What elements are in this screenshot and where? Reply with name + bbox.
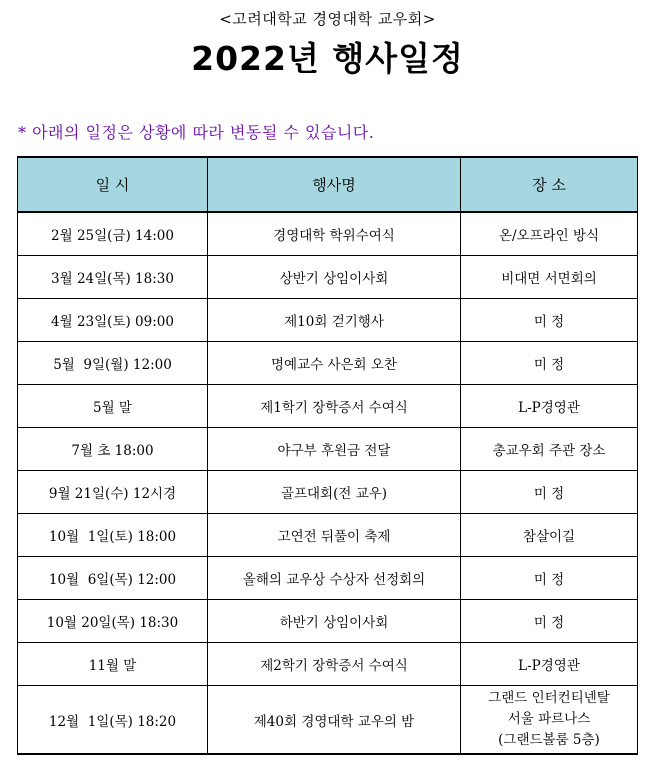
row-date: 5월 말 [18,385,208,428]
row-place: 미 정 [461,557,638,600]
row-event: 명예교수 사은회 오찬 [208,342,461,385]
row-place: 미 정 [461,471,638,514]
table-row [18,428,638,471]
row-place-multiline [461,686,638,755]
table-row [18,643,638,686]
place-line: (그랜드볼룸 5층) [498,732,600,748]
header-date: 일 시 [18,157,208,212]
page-title: 2022년 행사일정 [191,39,464,78]
schedule-notice: * 아래의 일정은 상황에 따라 변동될 수 있습니다. [18,123,375,142]
row-place: L-P경영관 [461,643,638,686]
row-place: 참살이길 [461,514,638,557]
row-place: 비대면 서면회의 [461,256,638,299]
header-place: 장 소 [461,157,638,212]
row-place: 미 정 [461,600,638,643]
row-event: 하반기 상임이사회 [208,600,461,643]
row-place: 미 정 [461,299,638,342]
header-event: 행사명 [208,157,461,212]
row-place: 온/오프라인 방식 [461,212,638,256]
row-place: 총교우회 주관 장소 [461,428,638,471]
table-row [18,514,638,557]
row-date: 11월 말 [18,643,208,686]
row-date: 12월 1일(목) 18:20 [18,686,208,755]
table-header-row [18,157,638,212]
row-date: 9월 21일(수) 12시경 [18,471,208,514]
table-row [18,342,638,385]
row-date: 10월 6일(목) 12:00 [18,557,208,600]
row-event: 야구부 후원금 전달 [208,428,461,471]
event-schedule-table [17,156,638,755]
row-date: 3월 24일(목) 18:30 [18,256,208,299]
table-row [18,385,638,428]
row-date: 10월 20일(목) 18:30 [18,600,208,643]
row-event: 상반기 상임이사회 [208,256,461,299]
row-event: 제2학기 장학증서 수여식 [208,643,461,686]
table-row [18,557,638,600]
organization-subtitle: <고려대학교 경영대학 교우회> [219,10,436,28]
row-event: 고연전 뒤풀이 축제 [208,514,461,557]
row-event: 제1학기 장학증서 수여식 [208,385,461,428]
place-line: 그랜드 인터컨티넨탈 [488,690,610,706]
row-place: L-P경영관 [461,385,638,428]
row-event: 경영대학 학위수여식 [208,212,461,256]
table-row [18,600,638,643]
table-row [18,471,638,514]
row-event: 올해의 교우상 수상자 선정회의 [208,557,461,600]
row-event: 골프대회(전 교우) [208,471,461,514]
row-event: 제10회 걷기행사 [208,299,461,342]
row-date: 5월 9일(월) 12:00 [18,342,208,385]
row-place: 미 정 [461,342,638,385]
row-date: 10월 1일(토) 18:00 [18,514,208,557]
table-row [18,299,638,342]
table-row [18,686,638,755]
place-line: 서울 파르나스 [507,711,591,727]
row-date: 4월 23일(토) 09:00 [18,299,208,342]
row-date: 7월 초 18:00 [18,428,208,471]
row-date: 2월 25일(금) 14:00 [18,212,208,256]
table-row [18,212,638,256]
table-row [18,256,638,299]
row-event: 제40회 경영대학 교우의 밤 [208,686,461,755]
